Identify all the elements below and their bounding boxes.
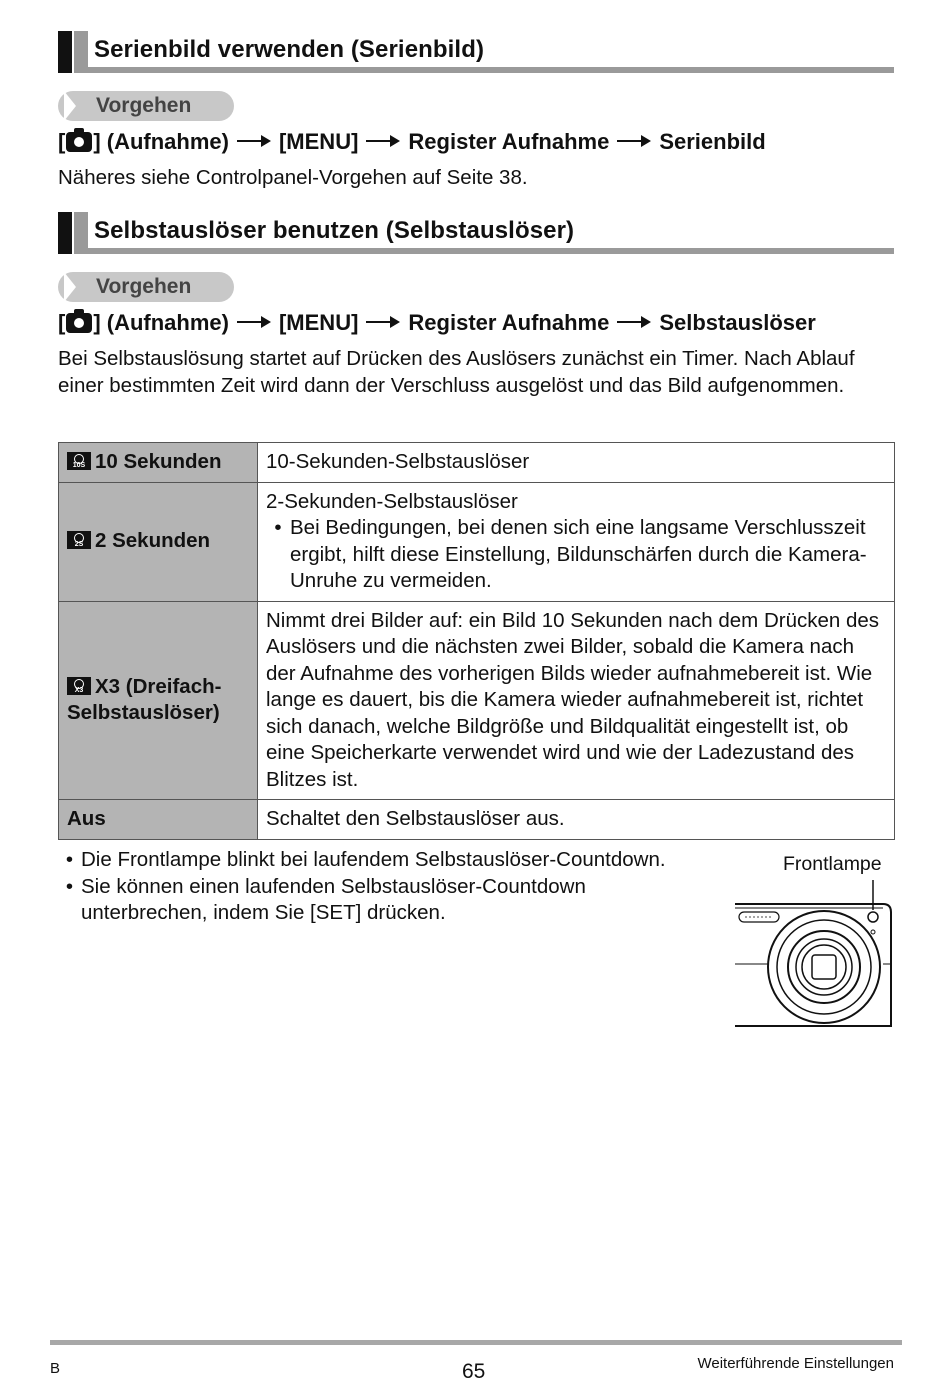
arrow-right-icon: [617, 135, 651, 147]
badge-arrow-icon: [64, 91, 76, 121]
footer-divider: [50, 1340, 902, 1345]
arrow-right-icon: [237, 135, 271, 147]
badge-arrow-icon: [64, 272, 76, 302]
arrow-right-icon: [366, 135, 400, 147]
timer-icon: 10S: [67, 452, 91, 470]
notes-list: [58, 847, 738, 927]
figure-label: Frontlampe: [783, 853, 882, 875]
list-item: • Sie können einen laufenden Selbstauslöser-Countdown unterbrechen, indem Sie [SET] drücken.: [65, 874, 586, 924]
procedure-badge: Vorgehen: [58, 91, 234, 121]
timer-icon: X3: [67, 677, 91, 695]
list-item: • Bei Bedingungen, bei denen sich eine langsame Verschlusszeit ergibt, hilft diese Einstellung, Bildunschärfen durch die Kamera-Unruhe zu vermeiden.: [274, 516, 867, 592]
arrow-right-icon: [237, 316, 271, 328]
timer-icon: 2S: [67, 531, 91, 549]
list-item: • Die Frontlampe blinkt bei laufendem Selbstauslöser-Countdown.: [65, 848, 666, 871]
chapter-title: Weiterführende Einstellungen: [697, 1355, 894, 1372]
menu-path: [ ] (Aufnahme) [MENU] Register Aufnahme Serienbild: [58, 129, 766, 154]
table-row: X3 X3 (Dreifach- Selbstauslöser) Nimmt drei Bilder auf: ein Bild 10 Sekunden nach dem Drücken des Auslösers und die nächsten zwei Bilder, sobald die Kamera nach der Aufnahme des vorherigen Bilds wieder aufnahmebereit ist. Wie lange es dauert, bis die Kamera wieder aufnahmebereit ist, richtet sich danach, welche Bildgröße und Bildqualität eingestellt ist, ob eine Speicherkarte verwendet wird und wie der Ladezustand des Blitzes ist.: [59, 601, 895, 800]
camera-icon: [66, 132, 92, 152]
table-row: Aus Schaltet den Selbstauslöser aus.: [59, 800, 895, 840]
section-heading-selbstausloeser: [58, 212, 894, 254]
footer-language-code: B: [50, 1360, 61, 1377]
menu-path: [ ] (Aufnahme) [MENU] Register Aufnahme Selbstauslöser: [58, 310, 816, 335]
camera-front-illustration: [733, 880, 895, 1030]
procedure-badge: Vorgehen: [58, 272, 234, 302]
camera-icon: [66, 313, 92, 333]
intro-paragraph: Bei Selbstauslösung startet auf Drücken des Auslösers zunächst ein Timer. Nach Ablauf einer bestimmten Zeit wird dann der Verschluss ausgelöst und das Bild aufgenommen.: [58, 347, 855, 397]
self-timer-table: [58, 442, 895, 840]
reference-note: Näheres siehe Controlpanel-Vorgehen auf Seite 38.: [58, 166, 528, 189]
arrow-right-icon: [366, 316, 400, 328]
page-number: 65: [462, 1360, 486, 1383]
section-heading-serienbild: [58, 31, 894, 73]
arrow-right-icon: [617, 316, 651, 328]
table-row: 2S 2 Sekunden 2-Sekunden-Selbstauslöser • Bei Bedingungen, bei denen sich eine langsame Verschlusszeit ergibt, hilft diese Einstellung, Bildunschärfen durch die Kamera-Unruhe zu vermeiden.: [59, 482, 895, 601]
section-title: Serienbild verwenden (Serienbild): [94, 36, 485, 63]
table-row: 10S 10 Sekunden 10-Sekunden-Selbstauslöser: [59, 443, 895, 483]
section-title: Selbstauslöser benutzen (Selbstauslöser): [94, 217, 575, 244]
